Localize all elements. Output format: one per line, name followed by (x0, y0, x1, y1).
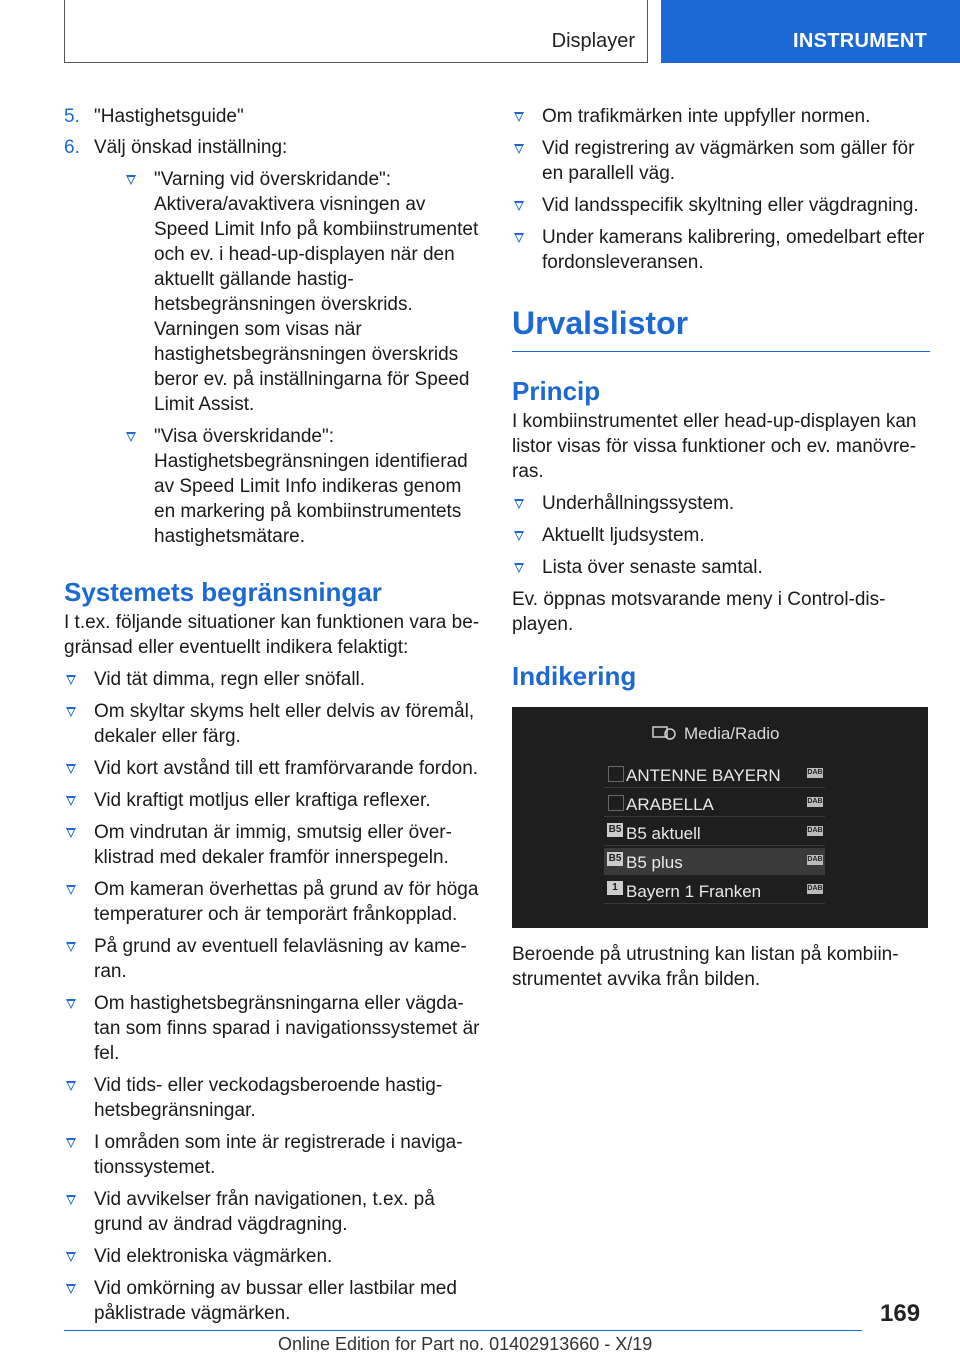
list-item-text: Underhållningssystem. (542, 493, 735, 514)
principle-title: Princip (512, 376, 601, 406)
item-number: 6. (64, 137, 80, 158)
footer-divider (64, 1330, 862, 1331)
list-item-text: Om skyltar skyms helt eller delvis av föremål, dekaler eller färg. (94, 701, 475, 747)
list-item-text: Lista över senaste samtal. (542, 557, 763, 578)
triangle-bullet-icon (514, 531, 524, 541)
triangle-bullet-icon (66, 764, 76, 774)
triangle-bullet-icon (126, 432, 136, 442)
list-item-text: Om trafikmärken inte uppfyller normen. (542, 106, 871, 127)
preset-badge-icon: 1 (607, 881, 623, 895)
list-item (64, 1130, 480, 1180)
numbered-item (64, 104, 480, 129)
media-radio-icon (652, 724, 676, 740)
list-item (64, 756, 480, 781)
list-item-text: Vid registrering av vägmärken som gäller för en parallell väg. (542, 138, 915, 184)
list-item-text: Vid kort avstånd till ett framförvarande fordon. (94, 758, 479, 779)
item-number: 5. (64, 106, 80, 127)
list-item (64, 1073, 480, 1123)
sub-bullet (124, 167, 480, 417)
screen-list-row (604, 790, 825, 817)
list-item (64, 1244, 480, 1269)
row-label: ARABELLA (626, 795, 714, 814)
list-item-text: Vid landsspecifik skyltning eller vägdragning. (542, 195, 919, 216)
list-item (512, 225, 930, 275)
list-item (64, 934, 480, 984)
chapter-title: Urvalslistor (512, 303, 930, 352)
triangle-bullet-icon (514, 112, 524, 122)
triangle-bullet-icon (66, 796, 76, 806)
left-column (64, 104, 480, 1333)
triangle-bullet-icon (514, 201, 524, 211)
image-caption: Beroende på utrustning kan listan på kombiinstrumentet avvika från bilden. (512, 944, 899, 990)
list-item-text: Vid avvikelser från navigationen, t.ex. på grund av ändrad vägdragning. (94, 1189, 435, 1235)
preset-badge-icon: B5 (608, 853, 622, 864)
page-number: 169 (880, 1300, 921, 1327)
triangle-bullet-icon (514, 144, 524, 154)
list-item-text: Vid tids- eller veckodagsberoende hastighetsbegränsningar. (94, 1075, 443, 1121)
triangle-bullet-icon (66, 675, 76, 685)
row-label: ANTENNE BAYERN (626, 766, 781, 785)
header-section-box (64, 0, 648, 63)
list-item-text: Under kamerans kalibrering, omedelbart efter fordonsleveransen. (542, 227, 925, 273)
triangle-bullet-icon (66, 999, 76, 1009)
triangle-bullet-icon (66, 707, 76, 717)
item-text: Välj önskad inställning: (94, 137, 288, 158)
list-item (64, 820, 480, 870)
list-item (64, 877, 480, 927)
list-item (64, 1187, 480, 1237)
principle-after: Ev. öppnas motsvarande meny i Control-displayen. (512, 589, 886, 635)
list-item-text: På grund av eventuell felavläsning av kameran. (94, 936, 467, 982)
header-chapter-tab (661, 0, 960, 63)
list-item (64, 788, 480, 813)
triangle-bullet-icon (66, 885, 76, 895)
section-intro: I t.ex. följande situationer kan funktionen vara begränsad eller eventuellt indikera felaktigt: (64, 612, 480, 658)
sub-bullet (124, 424, 480, 549)
list-item-text: Om kameran överhettas på grund av för höga temperaturer och är temporärt frånkopplad. (94, 879, 479, 925)
list-item (512, 136, 930, 186)
list-item-text: Om hastighetsbegränsningarna eller vägdatan som finns sparad i navigationssystemet är fel. (94, 993, 480, 1064)
preset-badge-icon: B5 (608, 824, 622, 835)
list-item (64, 991, 480, 1066)
triangle-bullet-icon (514, 563, 524, 573)
triangle-bullet-icon (514, 499, 524, 509)
triangle-bullet-icon (66, 1138, 76, 1148)
list-item (512, 491, 930, 516)
list-item-text: Vid tät dimma, regn eller snöfall. (94, 669, 366, 690)
dab-icon: DAB (807, 856, 823, 863)
screen-list-row (604, 819, 825, 846)
indication-title: Indikering (512, 661, 637, 691)
list-item-text: Vid kraftigt motljus eller kraftiga reflexer. (94, 790, 431, 811)
list-item (64, 1276, 480, 1326)
empty-preset-icon (608, 795, 624, 811)
list-item-text: Om vindrutan är immig, smutsig eller överklistrad med dekaler framför innerspegeln. (94, 822, 452, 868)
triangle-bullet-icon (66, 942, 76, 952)
header-chapter-label: INSTRUMENT (793, 30, 928, 52)
list-item (64, 699, 480, 749)
item-text: "Hastighetsguide" (94, 106, 244, 127)
dab-icon: DAB (807, 769, 823, 776)
section-title: Systemets begränsningar (64, 577, 382, 607)
list-item-text: I områden som inte är registrerade i navigationssystemet. (94, 1132, 463, 1178)
list-item (512, 555, 930, 580)
screen-title: Media/Radio (684, 724, 780, 743)
sub-bullet-text: "Varning vid överskridande": Aktivera/avaktivera visningen av Speed Limit Info på kombiinstrumentet och ev. i head-up-displayen när den aktuellt gällande hastighetsbegränsningen överskrids. Varningen som visas när hastighetsbegränsningen överskrids beror ev. på inställningarna för Speed Limit Assist. (154, 169, 479, 415)
right-column (512, 104, 930, 999)
triangle-bullet-icon (66, 1081, 76, 1091)
footer-edition: Online Edition for Part no. 01402913660 - X/19 (278, 1334, 653, 1354)
dab-icon: DAB (807, 798, 823, 805)
triangle-bullet-icon (66, 1195, 76, 1205)
triangle-bullet-icon (66, 828, 76, 838)
screen-list-row (604, 761, 825, 788)
list-item (64, 667, 480, 692)
triangle-bullet-icon (66, 1252, 76, 1262)
row-label: B5 aktuell (626, 824, 701, 843)
list-item-text: Vid omkörning av bussar eller lastbilar med påklistrade vägmärken. (94, 1278, 457, 1324)
empty-preset-icon (608, 766, 624, 782)
screen-list-row-selected (604, 848, 825, 875)
row-label: Bayern 1 Franken (626, 882, 762, 901)
dab-icon: DAB (807, 885, 823, 892)
list-item (512, 523, 930, 548)
list-item-text: Vid elektroniska vägmärken. (94, 1246, 333, 1267)
header-section-label: Displayer (551, 30, 635, 52)
principle-text: I kombiinstrumentet eller head-up-displayen kan listor visas för vissa funktioner och ev. manövreras. (512, 411, 917, 482)
sub-bullet-text: "Visa överskridande": Hastighetsbegränsningen identifierad av Speed Limit Info indikeras genom en markering på kombiinstrumentets hastighetsmätare. (154, 426, 468, 547)
numbered-item (64, 135, 480, 549)
list-item (512, 104, 930, 129)
list-item-text: Aktuellt ljudsystem. (542, 525, 705, 546)
triangle-bullet-icon (514, 233, 524, 243)
screen-list-row (604, 877, 825, 904)
triangle-bullet-icon (126, 175, 136, 185)
dab-icon: DAB (807, 827, 823, 834)
instrument-screen-image (512, 707, 928, 928)
list-item (512, 193, 930, 218)
row-label: B5 plus (626, 853, 683, 872)
triangle-bullet-icon (66, 1284, 76, 1294)
